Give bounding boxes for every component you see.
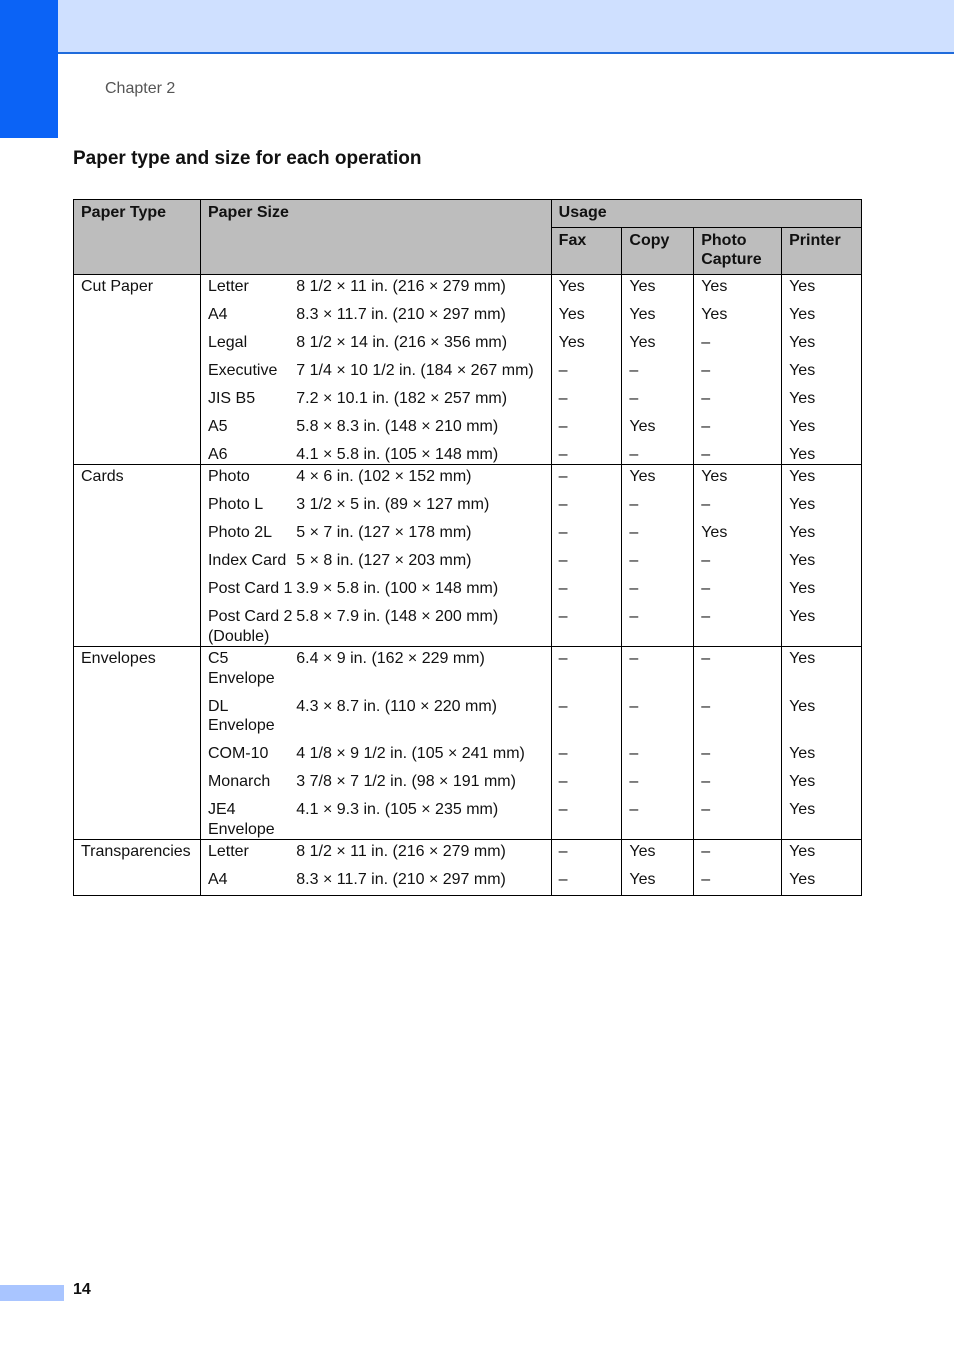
photo-capture-usage-cell: –	[694, 697, 782, 745]
paper-size-name-cell: A6	[200, 445, 296, 465]
fax-usage-cell: –	[551, 840, 622, 871]
copy-usage-cell: Yes	[622, 333, 694, 361]
copy-usage-cell: Yes	[622, 465, 694, 496]
photo-capture-usage-cell: –	[694, 870, 782, 895]
page-number: 14	[73, 1281, 91, 1298]
paper-dimensions-cell: 7 1/4 × 10 1/2 in. (184 × 267 mm)	[296, 361, 551, 389]
photo-capture-usage-cell: –	[694, 800, 782, 840]
paper-dimensions-cell: 8 1/2 × 11 in. (216 × 279 mm)	[296, 840, 551, 871]
photo-capture-usage-cell: Yes	[694, 305, 782, 333]
printer-usage-cell: Yes	[782, 417, 862, 445]
printer-usage-cell: Yes	[782, 772, 862, 800]
paper-size-name-cell: DL Envelope	[200, 697, 296, 745]
fax-usage-cell: –	[551, 800, 622, 840]
copy-usage-cell: Yes	[622, 417, 694, 445]
table-row	[74, 647, 862, 697]
copy-usage-cell: –	[622, 445, 694, 465]
printer-usage-cell: Yes	[782, 305, 862, 333]
fax-usage-cell: –	[551, 579, 622, 607]
paper-size-name-cell: Letter	[200, 274, 296, 305]
printer-usage-cell: Yes	[782, 800, 862, 840]
paper-size-name-cell: Photo L	[200, 495, 296, 523]
header-photo-capture: Photo Capture	[694, 227, 782, 274]
printer-usage-cell: Yes	[782, 389, 862, 417]
photo-capture-usage-cell: Yes	[694, 274, 782, 305]
paper-dimensions-cell: 8 1/2 × 14 in. (216 × 356 mm)	[296, 333, 551, 361]
copy-usage-cell: –	[622, 697, 694, 745]
paper-dimensions-cell: 6.4 × 9 in. (162 × 229 mm)	[296, 647, 551, 697]
fax-usage-cell: –	[551, 870, 622, 895]
paper-type-cell: Envelopes	[74, 647, 201, 840]
photo-capture-usage-cell: Yes	[694, 465, 782, 496]
copy-usage-cell: –	[622, 647, 694, 697]
paper-type-cell: Transparencies	[74, 840, 201, 896]
paper-type-cell: Cards	[74, 465, 201, 647]
header-printer: Printer	[782, 227, 862, 274]
photo-capture-usage-cell: –	[694, 333, 782, 361]
printer-usage-cell: Yes	[782, 465, 862, 496]
fax-usage-cell: –	[551, 523, 622, 551]
photo-capture-usage-cell: –	[694, 772, 782, 800]
printer-usage-cell: Yes	[782, 495, 862, 523]
printer-usage-cell: Yes	[782, 523, 862, 551]
section-title: Paper type and size for each operation	[73, 148, 422, 169]
paper-type-table	[73, 199, 862, 896]
paper-dimensions-cell: 3.9 × 5.8 in. (100 × 148 mm)	[296, 579, 551, 607]
printer-usage-cell: Yes	[782, 607, 862, 647]
paper-size-name-cell: COM-10	[200, 744, 296, 772]
copy-usage-cell: Yes	[622, 305, 694, 333]
fax-usage-cell: –	[551, 361, 622, 389]
fax-usage-cell: –	[551, 465, 622, 496]
photo-capture-usage-cell: –	[694, 417, 782, 445]
printer-usage-cell: Yes	[782, 333, 862, 361]
paper-dimensions-cell: 4.1 × 9.3 in. (105 × 235 mm)	[296, 800, 551, 840]
paper-type-cell: Cut Paper	[74, 274, 201, 465]
paper-dimensions-cell: 3 1/2 × 5 in. (89 × 127 mm)	[296, 495, 551, 523]
paper-dimensions-cell: 5 × 8 in. (127 × 203 mm)	[296, 551, 551, 579]
printer-usage-cell: Yes	[782, 744, 862, 772]
copy-usage-cell: –	[622, 800, 694, 840]
printer-usage-cell: Yes	[782, 274, 862, 305]
paper-size-name-cell: A4	[200, 305, 296, 333]
paper-dimensions-cell: 3 7/8 × 7 1/2 in. (98 × 191 mm)	[296, 772, 551, 800]
paper-dimensions-cell: 5.8 × 7.9 in. (148 × 200 mm)	[296, 607, 551, 647]
paper-size-name-cell: A5	[200, 417, 296, 445]
chapter-tab	[0, 0, 58, 138]
paper-size-name-cell: Executive	[200, 361, 296, 389]
copy-usage-cell: Yes	[622, 870, 694, 895]
printer-usage-cell: Yes	[782, 579, 862, 607]
copy-usage-cell: –	[622, 744, 694, 772]
paper-size-name-cell: A4	[200, 870, 296, 895]
photo-capture-usage-cell: –	[694, 607, 782, 647]
table-body	[74, 274, 862, 895]
copy-usage-cell: –	[622, 495, 694, 523]
paper-dimensions-cell: 4.3 × 8.7 in. (110 × 220 mm)	[296, 697, 551, 745]
photo-capture-usage-cell: –	[694, 579, 782, 607]
printer-usage-cell: Yes	[782, 551, 862, 579]
paper-size-name-cell: Post Card 1	[200, 579, 296, 607]
paper-dimensions-cell: 8 1/2 × 11 in. (216 × 279 mm)	[296, 274, 551, 305]
chapter-label: Chapter 2	[105, 80, 176, 97]
photo-capture-usage-cell: –	[694, 445, 782, 465]
printer-usage-cell: Yes	[782, 870, 862, 895]
paper-dimensions-cell: 5 × 7 in. (127 × 178 mm)	[296, 523, 551, 551]
paper-size-name-cell: Post Card 2 (Double)	[200, 607, 296, 647]
printer-usage-cell: Yes	[782, 361, 862, 389]
fax-usage-cell: –	[551, 551, 622, 579]
fax-usage-cell: –	[551, 417, 622, 445]
photo-capture-usage-cell: Yes	[694, 523, 782, 551]
paper-dimensions-cell: 4 1/8 × 9 1/2 in. (105 × 241 mm)	[296, 744, 551, 772]
copy-usage-cell: –	[622, 772, 694, 800]
paper-size-name-cell: Monarch	[200, 772, 296, 800]
copy-usage-cell: –	[622, 579, 694, 607]
printer-usage-cell: Yes	[782, 647, 862, 697]
photo-capture-usage-cell: –	[694, 551, 782, 579]
fax-usage-cell: Yes	[551, 305, 622, 333]
table-row	[74, 274, 862, 305]
copy-usage-cell: Yes	[622, 840, 694, 871]
header-usage: Usage	[551, 200, 861, 228]
footer-bar	[0, 1285, 64, 1301]
copy-usage-cell: –	[622, 523, 694, 551]
printer-usage-cell: Yes	[782, 445, 862, 465]
paper-size-name-cell: Photo	[200, 465, 296, 496]
fax-usage-cell: –	[551, 607, 622, 647]
fax-usage-cell: Yes	[551, 274, 622, 305]
header-paper-size: Paper Size	[200, 200, 551, 275]
fax-usage-cell: –	[551, 445, 622, 465]
paper-dimensions-cell: 5.8 × 8.3 in. (148 × 210 mm)	[296, 417, 551, 445]
photo-capture-usage-cell: –	[694, 647, 782, 697]
fax-usage-cell: –	[551, 772, 622, 800]
paper-dimensions-cell: 8.3 × 11.7 in. (210 × 297 mm)	[296, 305, 551, 333]
printer-usage-cell: Yes	[782, 697, 862, 745]
copy-usage-cell: –	[622, 389, 694, 417]
header-fax: Fax	[551, 227, 622, 274]
fax-usage-cell: –	[551, 697, 622, 745]
header-paper-type: Paper Type	[74, 200, 201, 275]
header-band	[58, 0, 954, 54]
copy-usage-cell: –	[622, 551, 694, 579]
photo-capture-usage-cell: –	[694, 389, 782, 417]
photo-capture-usage-cell: –	[694, 840, 782, 871]
paper-dimensions-cell: 4.1 × 5.8 in. (105 × 148 mm)	[296, 445, 551, 465]
paper-size-name-cell: C5 Envelope	[200, 647, 296, 697]
fax-usage-cell: –	[551, 744, 622, 772]
paper-size-name-cell: Letter	[200, 840, 296, 871]
copy-usage-cell: –	[622, 361, 694, 389]
paper-dimensions-cell: 7.2 × 10.1 in. (182 × 257 mm)	[296, 389, 551, 417]
fax-usage-cell: Yes	[551, 333, 622, 361]
paper-size-name-cell: Index Card	[200, 551, 296, 579]
photo-capture-usage-cell: –	[694, 361, 782, 389]
table-row	[74, 840, 862, 871]
paper-size-name-cell: Photo 2L	[200, 523, 296, 551]
copy-usage-cell: –	[622, 607, 694, 647]
printer-usage-cell: Yes	[782, 840, 862, 871]
paper-dimensions-cell: 4 × 6 in. (102 × 152 mm)	[296, 465, 551, 496]
table-row	[74, 465, 862, 496]
photo-capture-usage-cell: –	[694, 744, 782, 772]
photo-capture-usage-cell: –	[694, 495, 782, 523]
paper-size-name-cell: JIS B5	[200, 389, 296, 417]
fax-usage-cell: –	[551, 647, 622, 697]
copy-usage-cell: Yes	[622, 274, 694, 305]
paper-size-name-cell: JE4 Envelope	[200, 800, 296, 840]
paper-size-name-cell: Legal	[200, 333, 296, 361]
header-copy: Copy	[622, 227, 694, 274]
fax-usage-cell: –	[551, 389, 622, 417]
paper-dimensions-cell: 8.3 × 11.7 in. (210 × 297 mm)	[296, 870, 551, 895]
fax-usage-cell: –	[551, 495, 622, 523]
